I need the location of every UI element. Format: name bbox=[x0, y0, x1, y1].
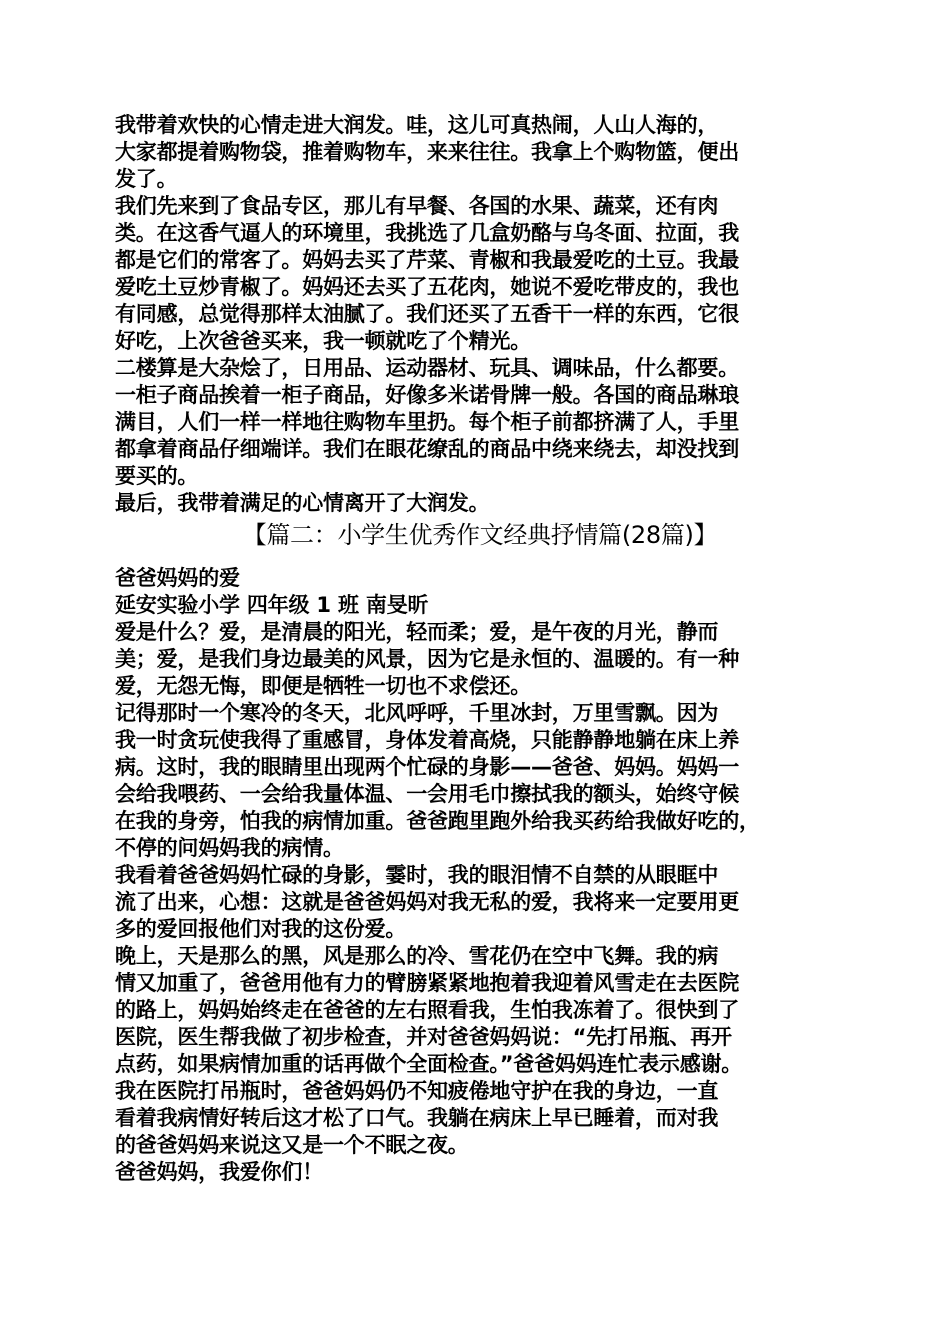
section-title: 【篇二：小学生优秀作文经典抒情篇(28篇)】 bbox=[242, 521, 718, 549]
text-line: 都拿着商品仔细端详。我们在眼花缭乱的商品中绕来绕去，却没找到 bbox=[115, 437, 739, 461]
text-line: 好吃，上次爸爸买来，我一顿就吃了个精光。 bbox=[115, 329, 531, 353]
text-line: 爸爸妈妈，我爱你们！ bbox=[115, 1160, 323, 1184]
text-line: 病。这时，我的眼睛里出现两个忙碌的身影——爸爸、妈妈。妈妈一 bbox=[115, 755, 739, 779]
text-line: 都是它们的常客了。妈妈去买了芹菜、青椒和我最爱吃的土豆。我最 bbox=[115, 248, 739, 272]
text-line: 有同感，总觉得那样太油腻了。我们还买了五香干一样的东西，它很 bbox=[115, 302, 739, 326]
text-line: 类。在这香气逼人的环境里，我挑选了几盒奶酪与乌冬面、拉面，我 bbox=[115, 221, 739, 245]
essay-part-1 bbox=[115, 112, 845, 517]
text-line: 要买的。 bbox=[115, 464, 199, 488]
text-line: 爱，无怨无悔，即便是牺牲一切也不求偿还。 bbox=[115, 674, 531, 698]
text-line: 美；爱，是我们身边最美的风景，因为它是永恒的、温暖的。有一种 bbox=[115, 647, 739, 671]
text-line: 发了。 bbox=[115, 167, 178, 191]
text-line: 医院，医生帮我做了初步检查，并对爸爸妈妈说：“先打吊瓶、再开 bbox=[115, 1025, 732, 1049]
text-line: 不停的问妈妈我的病情。 bbox=[115, 836, 344, 860]
text-line: 的爸爸妈妈来说这又是一个不眠之夜。 bbox=[115, 1133, 469, 1157]
text-line: 二楼算是大杂烩了，日用品、运动器材、玩具、调味品，什么都要。 bbox=[115, 356, 739, 380]
text-line: 会给我喂药、一会给我量体温、一会用毛巾擦拭我的额头，始终守候 bbox=[115, 782, 739, 806]
text-line: 看着我病情好转后这才松了口气。我躺在病床上早已睡着，而对我 bbox=[115, 1106, 719, 1130]
text-line: 在我的身旁，怕我的病情加重。爸爸跑里跑外给我买药给我做好吃的， bbox=[115, 809, 760, 833]
text-line: 我们先来到了食品专区，那儿有早餐、各国的水果、蔬菜，还有肉 bbox=[115, 194, 719, 218]
text-line: 我在医院打吊瓶时，爸爸妈妈仍不知疲倦地守护在我的身边，一直 bbox=[115, 1079, 719, 1103]
text-line: 流了出来，心想：这就是爸爸妈妈对我无私的爱，我将来一定要用更 bbox=[115, 890, 739, 914]
text-line: 爱吃土豆炒青椒了。妈妈还去买了五花肉，她说不爱吃带皮的，我也 bbox=[115, 275, 739, 299]
text-line: 大家都提着购物袋，推着购物车，来来往往。我拿上个购物篮，便出 bbox=[115, 140, 739, 164]
text-line: 点药，如果病情加重的话再做个全面检查。”爸爸妈妈连忙表示感谢。 bbox=[115, 1052, 743, 1076]
text-line: 我带着欢快的心情走进大润发。哇，这儿可真热闹，人山人海的， bbox=[115, 113, 719, 137]
essay-part-2 bbox=[115, 565, 845, 1186]
text-line: 情又加重了，爸爸用他有力的臂膀紧紧地抱着我迎着风雪走在去医院 bbox=[115, 971, 739, 995]
text-line: 的路上，妈妈始终走在爸爸的左右照看我，生怕我冻着了。很快到了 bbox=[115, 998, 739, 1022]
text-line: 我看着爸爸妈妈忙碌的身影，霎时，我的眼泪情不自禁的从眼眶中 bbox=[115, 863, 719, 887]
text-line: 爱是什么？爱，是清晨的阳光，轻而柔；爱，是午夜的月光，静而 bbox=[115, 620, 719, 644]
text-line: 多的爱回报他们对我的这份爱。 bbox=[115, 917, 407, 941]
text-line: 一柜子商品挨着一柜子商品，好像多米诺骨牌一般。各国的商品琳琅 bbox=[115, 383, 739, 407]
text-line: 我一时贪玩使我得了重感冒，身体发着高烧，只能静静地躺在床上养 bbox=[115, 728, 739, 752]
document-page bbox=[115, 112, 845, 1186]
essay-title: 爸爸妈妈的爱 bbox=[115, 566, 240, 590]
text-line: 晚上，天是那么的黑，风是那么的冷、雪花仍在空中飞舞。我的病 bbox=[115, 944, 719, 968]
author-line: 延安实验小学 四年级 1 班 南旻昕 bbox=[115, 593, 429, 617]
text-line: 最后，我带着满足的心情离开了大润发。 bbox=[115, 491, 490, 515]
text-line: 记得那时一个寒冷的冬天，北风呼呼，千里冰封，万里雪飘。因为 bbox=[115, 701, 719, 725]
text-line: 满目，人们一样一样地往购物车里扔。每个柜子前都挤满了人，手里 bbox=[115, 410, 739, 434]
